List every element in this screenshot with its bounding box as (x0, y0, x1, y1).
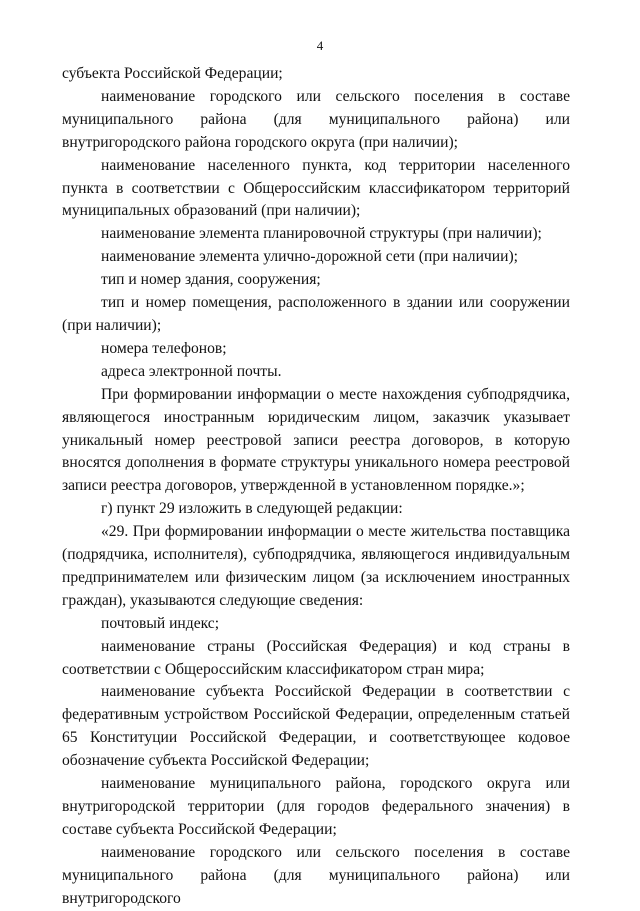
paragraph: При формировании информации о месте нахождения субподрядчика, являющегося иностранным юридическим лицом, заказчик указывает уникальный номер реестровой записи реестра договоров, в которую вносятся дополнения в формате структуры уникального номера реестровой записи реестра договоров, утвержденной в установленном порядке.»; (62, 385, 570, 495)
paragraph: наименование субъекта Российской Федерации в соответствии с федеративным устройством Российской Федерации, определенным статьей 65 Конституции Российской Федерации, и соответствующее кодовое обозначение субъекта Российской Федерации; (62, 683, 570, 770)
paragraph: наименование населенного пункта, код территории населенного пункта в соответствии с Общероссийским классификатором территорий муниципальных образований (при наличии); (62, 156, 570, 220)
paragraph: наименование городского или сельского поселения в составе муниципального района (для муниципального района) или внутригородского (62, 843, 570, 907)
paragraph: адреса электронной почты. (101, 362, 282, 380)
paragraph: наименование элемента планировочной структуры (при наличии); (101, 225, 542, 243)
paragraph: почтовый индекс; (101, 614, 220, 632)
paragraph: номера телефонов; (101, 339, 227, 357)
paragraph: наименование муниципального района, городского округа или внутригородской территории (для городов федерального значения) в составе субъекта Российской Федерации; (62, 775, 570, 838)
paragraph: субъекта Российской Федерации; (62, 65, 283, 82)
paragraph: наименование элемента улично-дорожной сети (при наличии); (101, 248, 518, 266)
paragraph: тип и номер помещения, расположенного в здании или сооружении (при наличии); (62, 294, 570, 334)
paragraph: тип и номер здания, сооружения; (101, 271, 321, 289)
paragraph: г) пункт 29 изложить в следующей редакции: (101, 500, 403, 518)
page-number: 4 (316, 38, 324, 53)
paragraph: наименование городского или сельского поселения в составе муниципального района (для муниципального района) или внутригородского района городского округа (при наличии); (62, 87, 570, 151)
paragraph: наименование страны (Российская Федерация) и код страны в соответствии с Общероссийским классификатором стран мира; (62, 637, 570, 678)
document-body (62, 63, 570, 911)
paragraph: «29. При формировании информации о месте жительства поставщика (подрядчика, исполнителя), субподрядчика, являющегося индивидуальным предпринимателем или физическим лицом (за исключением иностранных граждан), указываются следующие сведения: (62, 523, 570, 609)
